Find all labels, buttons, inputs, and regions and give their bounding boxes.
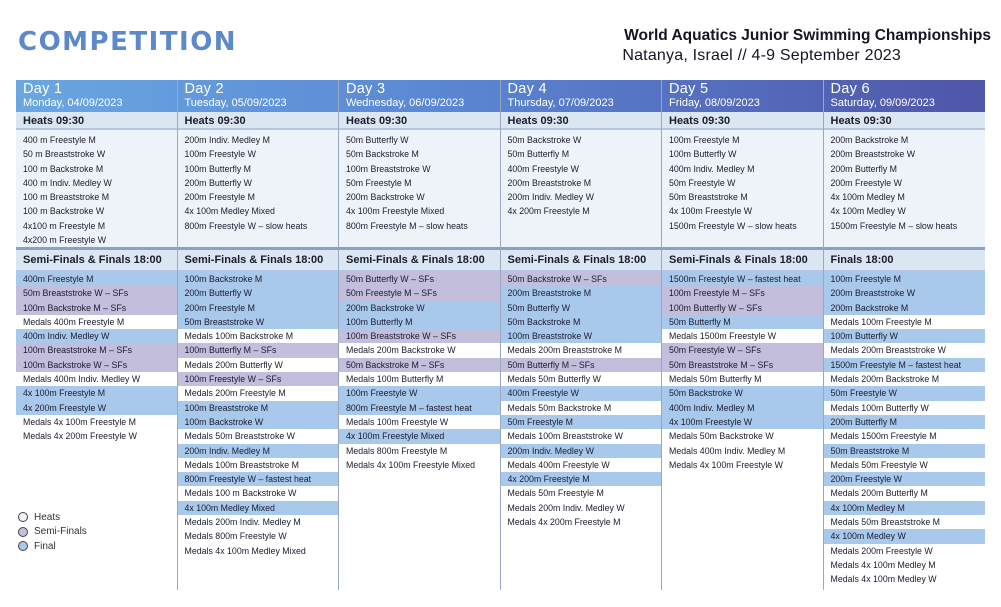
- medal-ceremony: Medals 400m Indiv. Medley W: [16, 372, 177, 386]
- day-header: [178, 80, 339, 112]
- heats-session-label: Heats 09:30: [824, 112, 986, 130]
- medal-ceremony: Medals 100m Breaststroke W: [501, 429, 662, 443]
- medal-ceremony: Medals 100 m Backstroke W: [178, 486, 339, 500]
- finals-session-label: Semi-Finals & Finals 18:00: [16, 250, 177, 272]
- finals-session-label: Semi-Finals & Finals 18:00: [339, 250, 500, 272]
- final-event: 100m Butterfly M: [339, 315, 500, 329]
- semi-final-event: 100m Butterfly W – SFs: [662, 301, 823, 315]
- legend-item: [18, 539, 87, 553]
- final-event: 200m Indiv. Medley M: [178, 444, 339, 458]
- heat-event: 100m Breaststroke W: [346, 163, 431, 174]
- semi-final-event: 50m Backstroke M – SFs: [339, 358, 500, 372]
- finals-list: [16, 272, 177, 444]
- heat-event: 400 m Indiv. Medley W: [23, 177, 112, 188]
- medal-ceremony: Medals 400m Freestyle M: [16, 315, 177, 329]
- page-title: COMPETITION: [18, 27, 238, 57]
- final-event: 1500m Freestyle M – fastest heat: [824, 358, 986, 372]
- heat-event: 4x 200m Freestyle M: [507, 206, 590, 217]
- legend-label: Final: [34, 540, 56, 552]
- legend: [18, 510, 87, 554]
- heat-event: 400 m Freestyle M: [23, 135, 96, 145]
- semi-final-event: 50m Freestyle W – SFs: [662, 343, 823, 357]
- day-name: Day 3: [346, 81, 386, 97]
- medal-ceremony: Medals 50m Butterfly M: [662, 372, 823, 386]
- heat-event: 400m Freestyle W: [507, 163, 579, 174]
- heat-event: 200m Backstroke M: [830, 135, 909, 145]
- heat-event: 200m Breaststroke W: [830, 149, 916, 160]
- semi-final-event: 50m Breaststroke M – SFs: [662, 358, 823, 372]
- finals-list: [662, 272, 823, 472]
- medal-ceremony: Medals 50m Backstroke M: [501, 401, 662, 415]
- heat-event: 100m Butterfly M: [184, 163, 251, 174]
- legend-dot-icon: [18, 541, 28, 551]
- event-name: World Aquatics Junior Swimming Championships: [624, 27, 991, 44]
- semi-final-event: 100m Breaststroke W – SFs: [339, 329, 500, 343]
- legend-item: [18, 510, 87, 524]
- heat-event: 100m Freestyle M: [669, 135, 740, 145]
- semi-final-event: 50m Freestyle M – SFs: [339, 286, 500, 300]
- day-date: Saturday, 09/09/2023: [830, 97, 935, 109]
- medal-ceremony: Medals 1500m Freestyle M: [824, 429, 986, 443]
- day-header: [16, 80, 177, 112]
- legend-dot-icon: [18, 527, 28, 537]
- semi-final-event: 100m Butterfly M – SFs: [178, 343, 339, 357]
- final-event: 4x 100m Freestyle W: [662, 415, 823, 429]
- heat-event: 4x 100m Medley Mixed: [184, 206, 275, 217]
- medal-ceremony: Medals 50m Butterfly W: [501, 372, 662, 386]
- medal-ceremony: Medals 800m Freestyle W: [178, 529, 339, 543]
- medal-ceremony: Medals 100m Freestyle W: [339, 415, 500, 429]
- final-event: 100m Backstroke M: [178, 272, 339, 286]
- heat-event: 50 m Breaststroke W: [23, 149, 106, 160]
- day-date: Wednesday, 06/09/2023: [346, 97, 465, 109]
- medal-ceremony: Medals 200m Butterfly M: [824, 486, 986, 500]
- day-header: [339, 80, 500, 112]
- medal-ceremony: Medals 4x 100m Freestyle M: [16, 415, 177, 429]
- day-date: Friday, 08/09/2023: [669, 97, 760, 109]
- final-event: 200m Freestyle M: [178, 301, 339, 315]
- heat-event: 4x 100m Freestyle Mixed: [346, 206, 445, 217]
- final-event: 800m Freestyle W – fastest heat: [178, 472, 339, 486]
- heat-event: 200m Breaststroke M: [507, 177, 592, 188]
- final-event: 100m Breaststroke M: [178, 401, 339, 415]
- final-event: 400m Indiv. Medley M: [662, 401, 823, 415]
- heat-event: 50m Butterfly W: [346, 135, 409, 145]
- final-event: 4x 100m Medley M: [824, 501, 986, 515]
- final-event: 100m Butterfly W: [824, 329, 986, 343]
- legend-item: [18, 525, 87, 539]
- final-event: 50m Backstroke M: [501, 315, 662, 329]
- finals-list: [339, 272, 500, 472]
- final-event: 100m Freestyle W: [339, 386, 500, 400]
- medal-ceremony: Medals 50m Freestyle M: [501, 486, 662, 500]
- finals-list: [501, 272, 662, 529]
- day-header: [824, 80, 986, 112]
- day-column: [339, 80, 501, 590]
- heats-session-label: Heats 09:30: [339, 112, 500, 130]
- final-event: 4x 200m Freestyle M: [501, 472, 662, 486]
- heat-event: 200m Indiv. Medley M: [184, 135, 270, 145]
- heats-section: [662, 112, 823, 250]
- medal-ceremony: Medals 4x 100m Medley Mixed: [178, 544, 339, 558]
- semi-final-event: 100m Breaststroke M – SFs: [16, 343, 177, 357]
- finals-list: [178, 272, 339, 558]
- heat-event: 4x 100m Medley W: [830, 206, 906, 217]
- semi-final-event: 50m Butterfly M – SFs: [501, 358, 662, 372]
- legend-label: Heats: [34, 511, 61, 523]
- final-event: 200m Indiv. Medley W: [501, 444, 662, 458]
- semi-final-event: 100m Freestyle M – SFs: [662, 286, 823, 300]
- medal-ceremony: Medals 50m Freestyle W: [824, 458, 986, 472]
- final-event: 4x 100m Medley Mixed: [178, 501, 339, 515]
- heats-section: [178, 112, 339, 250]
- final-event: 800m Freestyle M – fastest heat: [339, 401, 500, 415]
- day-name: Day 4: [507, 81, 547, 97]
- final-event: 50m Butterfly W: [501, 301, 662, 315]
- medal-ceremony: Medals 50m Backstroke W: [662, 429, 823, 443]
- final-event: 200m Breaststroke W: [824, 286, 986, 300]
- day-name: Day 5: [669, 81, 709, 97]
- heat-event: 4x 100m Freestyle W: [669, 206, 753, 217]
- medal-ceremony: Medals 100m Butterfly M: [339, 372, 500, 386]
- heat-event: 50m Freestyle M: [346, 177, 412, 188]
- heat-event: 50m Butterfly M: [507, 149, 570, 160]
- medal-ceremony: Medals 200m Butterfly W: [178, 358, 339, 372]
- medal-ceremony: Medals 200m Breaststroke W: [824, 343, 986, 357]
- heat-event: 100m Freestyle W: [184, 149, 256, 160]
- final-event: 400m Indiv. Medley W: [16, 329, 177, 343]
- heat-event: 200m Backstroke W: [346, 192, 425, 203]
- semi-final-event: 100m Freestyle W – SFs: [178, 372, 339, 386]
- medal-ceremony: Medals 200m Freestyle M: [178, 386, 339, 400]
- final-event: 100m Freestyle M: [824, 272, 986, 286]
- medal-ceremony: Medals 100m Freestyle M: [824, 315, 986, 329]
- heat-event: 1500m Freestyle W – slow heats: [669, 220, 797, 231]
- medal-ceremony: Medals 200m Backstroke W: [339, 343, 500, 357]
- final-event: 200m Freestyle W: [824, 472, 986, 486]
- final-event: 100m Backstroke W: [178, 415, 339, 429]
- heats-list: [178, 130, 339, 250]
- heats-list: [501, 130, 662, 250]
- final-event: 4x 200m Freestyle W: [16, 401, 177, 415]
- day-name: Day 1: [23, 81, 63, 97]
- medal-ceremony: Medals 1500m Freestyle W: [662, 329, 823, 343]
- medal-ceremony: Medals 800m Freestyle M: [339, 444, 500, 458]
- medal-ceremony: Medals 200m Breaststroke M: [501, 343, 662, 357]
- final-event: 200m Breaststroke M: [501, 286, 662, 300]
- heat-event: 50m Backstroke M: [346, 149, 419, 160]
- medal-ceremony: Medals 50m Breaststroke W: [178, 429, 339, 443]
- heat-event: 100 m Breaststroke M: [23, 192, 110, 203]
- final-event: 200m Backstroke W: [339, 301, 500, 315]
- medal-ceremony: Medals 200m Indiv. Medley W: [501, 501, 662, 515]
- heats-section: [339, 112, 500, 250]
- day-column: [178, 80, 340, 590]
- event-place: Natanya, Israel // 4-9 September 2023: [622, 47, 901, 64]
- semi-final-event: 50m Backstroke W – SFs: [501, 272, 662, 286]
- final-event: 400m Freestyle W: [501, 386, 662, 400]
- heat-event: 100 m Backstroke M: [23, 163, 104, 174]
- semi-final-event: 100m Backstroke M – SFs: [16, 301, 177, 315]
- final-event: 400m Freestyle M: [16, 272, 177, 286]
- heat-event: 800m Freestyle M – slow heats: [346, 220, 468, 231]
- heats-list: [662, 130, 823, 250]
- heat-event: 1500m Freestyle M – slow heats: [830, 220, 958, 231]
- final-event: 50m Backstroke W: [662, 386, 823, 400]
- day-name: Day 6: [830, 81, 870, 97]
- heat-event: 100 m Backstroke W: [23, 206, 105, 217]
- finals-session-label: Finals 18:00: [824, 250, 986, 272]
- medal-ceremony: Medals 200m Freestyle W: [824, 544, 986, 558]
- heat-event: 200m Butterfly M: [830, 163, 897, 174]
- medal-ceremony: Medals 100m Butterfly W: [824, 401, 986, 415]
- day-date: Tuesday, 05/09/2023: [184, 97, 287, 109]
- medal-ceremony: Medals 400m Freestyle W: [501, 458, 662, 472]
- medal-ceremony: Medals 100m Backstroke M: [178, 329, 339, 343]
- finals-list: [824, 272, 986, 587]
- legend-label: Semi-Finals: [34, 526, 87, 537]
- finals-session-label: Semi-Finals & Finals 18:00: [662, 250, 823, 272]
- semi-final-event: 50m Breaststroke W – SFs: [16, 286, 177, 300]
- final-event: 4x 100m Medley W: [824, 529, 986, 543]
- legend-dot-icon: [18, 512, 28, 522]
- heat-event: 4x200 m Freestyle W: [23, 235, 107, 246]
- heat-event: 4x100 m Freestyle M: [23, 220, 106, 231]
- heat-event: 200m Butterfly W: [184, 177, 252, 188]
- heat-event: 50m Breaststroke M: [669, 192, 748, 203]
- medal-ceremony: Medals 100m Breaststroke M: [178, 458, 339, 472]
- heats-section: [824, 112, 986, 250]
- final-event: 200m Backstroke M: [824, 301, 986, 315]
- heat-event: 200m Freestyle M: [184, 192, 255, 203]
- day-column: [501, 80, 663, 590]
- heats-section: [501, 112, 662, 250]
- heats-session-label: Heats 09:30: [178, 112, 339, 130]
- day-date: Monday, 04/09/2023: [23, 97, 123, 109]
- heats-session-label: Heats 09:30: [662, 112, 823, 130]
- heat-event: 50m Freestyle W: [669, 177, 736, 188]
- heat-event: 800m Freestyle W – slow heats: [184, 220, 308, 231]
- medal-ceremony: Medals 4x 200m Freestyle M: [501, 515, 662, 529]
- heat-event: 4x 100m Medley M: [830, 192, 905, 203]
- medal-ceremony: Medals 4x 100m Freestyle W: [662, 458, 823, 472]
- day-column: [662, 80, 824, 590]
- schedule-grid: [16, 80, 985, 590]
- final-event: 50m Freestyle W: [824, 386, 986, 400]
- heats-session-label: Heats 09:30: [501, 112, 662, 130]
- final-event: 200m Butterfly M: [824, 415, 986, 429]
- heat-event: 50m Backstroke W: [507, 135, 582, 145]
- heats-section: [16, 112, 177, 250]
- day-header: [501, 80, 662, 112]
- heats-list: [824, 130, 986, 250]
- day-header: [662, 80, 823, 112]
- final-event: 4x 100m Freestyle M: [16, 386, 177, 400]
- semi-final-event: 50m Butterfly W – SFs: [339, 272, 500, 286]
- medal-ceremony: Medals 4x 100m Medley W: [824, 572, 986, 586]
- heat-event: 100m Butterfly W: [669, 149, 737, 160]
- final-event: 100m Breaststroke W: [501, 329, 662, 343]
- medal-ceremony: Medals 200m Backstroke M: [824, 372, 986, 386]
- day-name: Day 2: [184, 81, 224, 97]
- final-event: 1500m Freestyle W – fastest heat: [662, 272, 823, 286]
- day-date: Thursday, 07/09/2023: [507, 97, 614, 109]
- heats-list: [16, 130, 177, 250]
- heat-event: 200m Indiv. Medley W: [507, 192, 594, 203]
- semi-final-event: 100m Backstroke W – SFs: [16, 358, 177, 372]
- final-event: 4x 100m Freestyle Mixed: [339, 429, 500, 443]
- medal-ceremony: Medals 4x 200m Freestyle W: [16, 429, 177, 443]
- medal-ceremony: Medals 4x 100m Medley M: [824, 558, 986, 572]
- final-event: 200m Butterfly W: [178, 286, 339, 300]
- medal-ceremony: Medals 4x 100m Freestyle Mixed: [339, 458, 500, 472]
- day-column: [824, 80, 986, 590]
- heats-session-label: Heats 09:30: [16, 112, 177, 130]
- heat-event: 400m Indiv. Medley M: [669, 163, 755, 174]
- final-event: 50m Breaststroke W: [178, 315, 339, 329]
- heat-event: 200m Freestyle W: [830, 177, 902, 188]
- heats-list: [339, 130, 500, 250]
- final-event: 50m Butterfly M: [662, 315, 823, 329]
- medal-ceremony: Medals 200m Indiv. Medley M: [178, 515, 339, 529]
- medal-ceremony: Medals 400m Indiv. Medley M: [662, 444, 823, 458]
- medal-ceremony: Medals 50m Breaststroke M: [824, 515, 986, 529]
- finals-session-label: Semi-Finals & Finals 18:00: [178, 250, 339, 272]
- finals-session-label: Semi-Finals & Finals 18:00: [501, 250, 662, 272]
- final-event: 50m Freestyle M: [501, 415, 662, 429]
- final-event: 50m Breaststroke M: [824, 444, 986, 458]
